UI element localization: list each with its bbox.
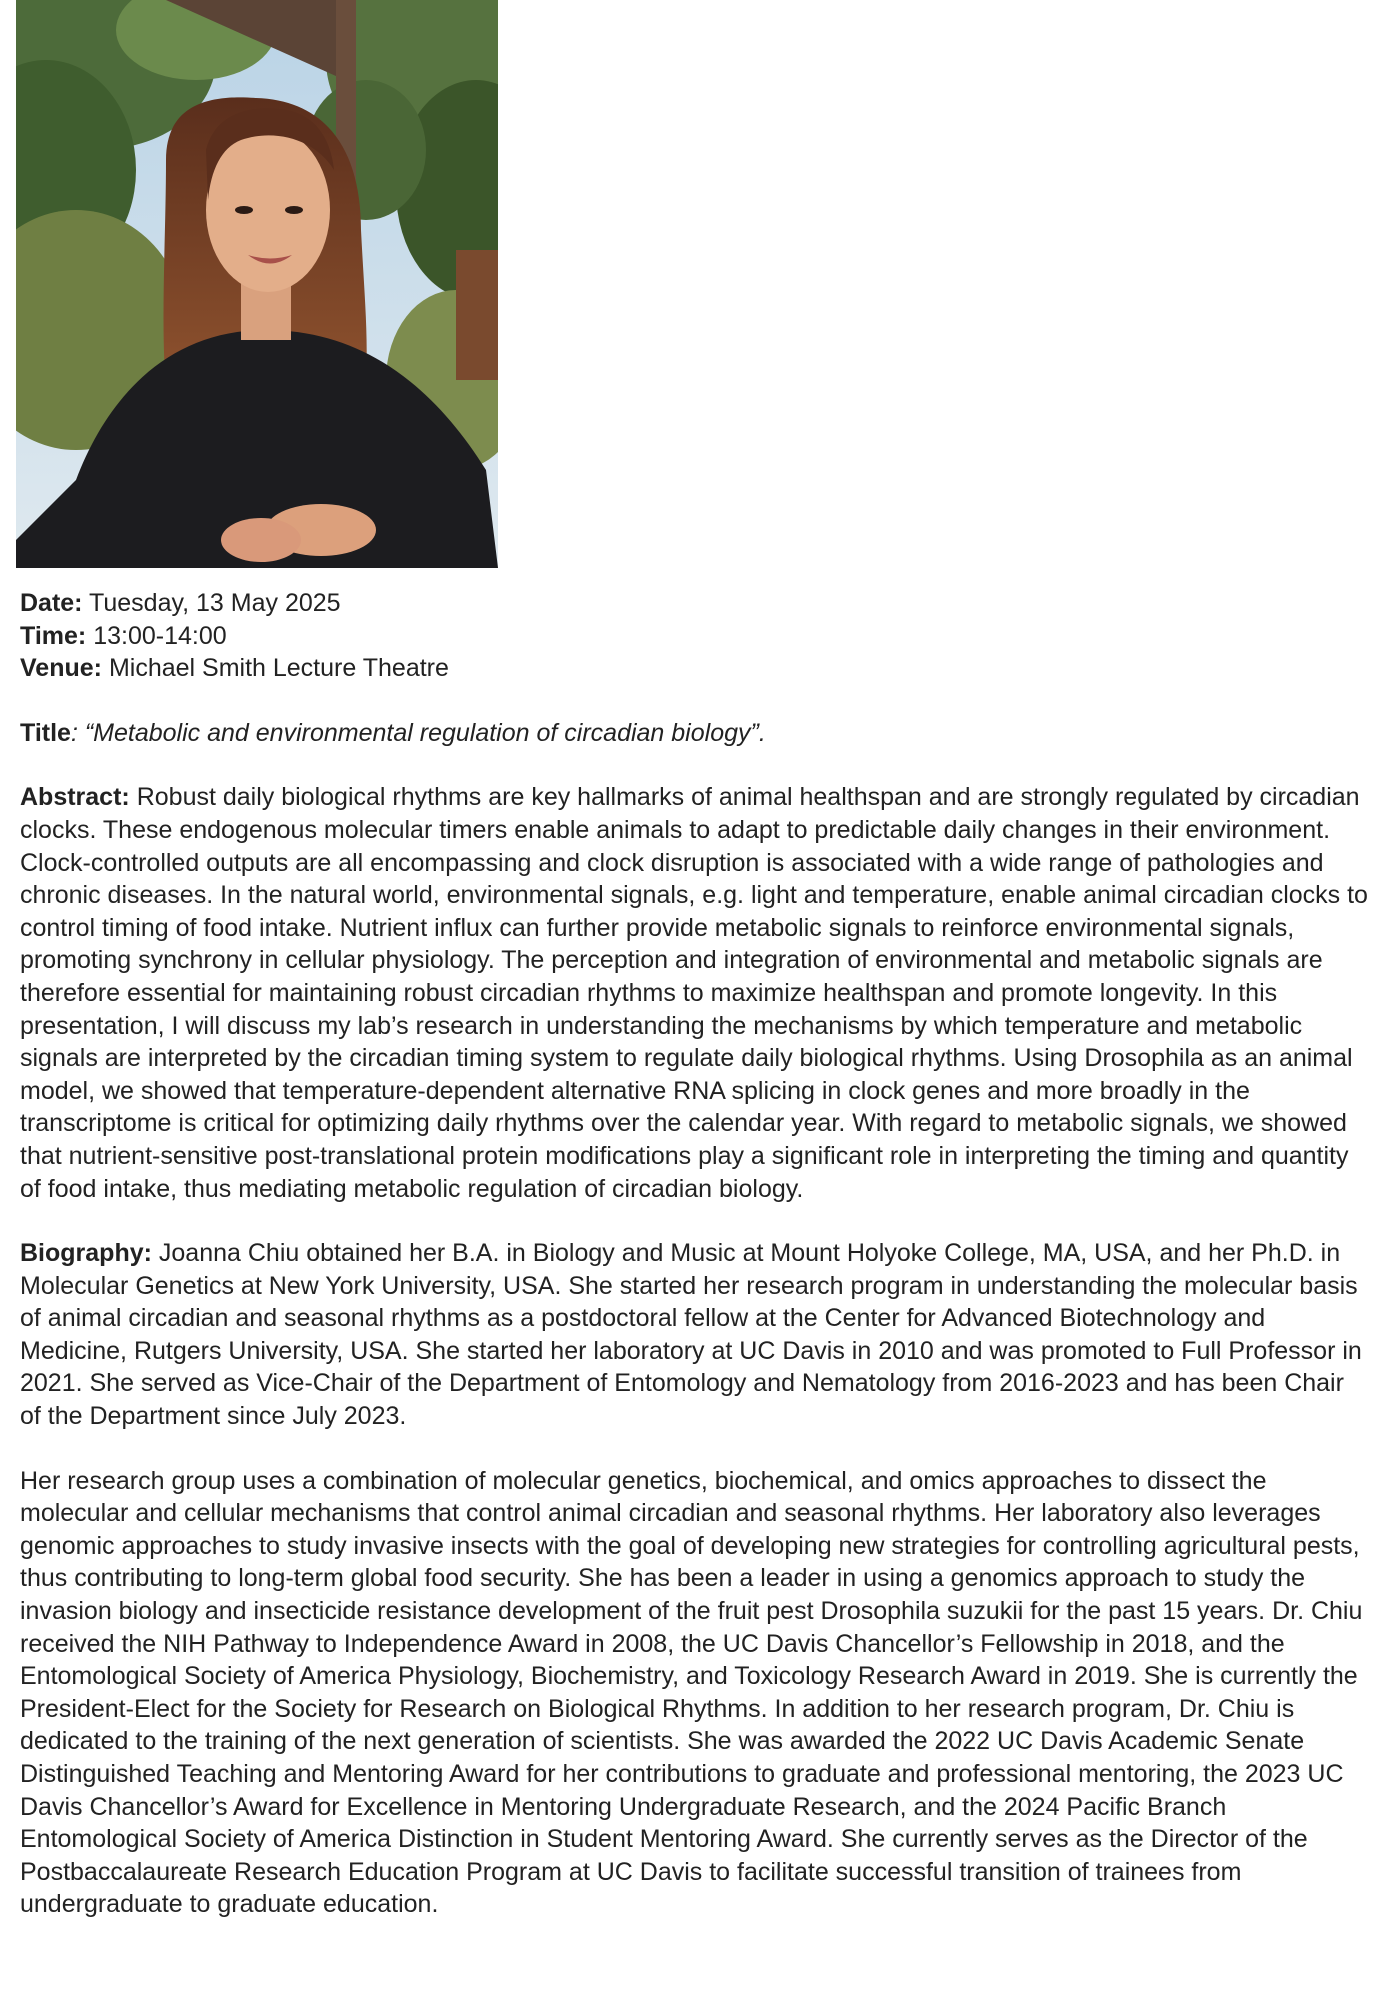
date-label: Date:: [20, 589, 83, 617]
title-value: : “Metabolic and environmental regulation of circadian biology”.: [70, 718, 766, 747]
time-line: [20, 620, 1368, 653]
abstract-paragraph: [20, 781, 1368, 1205]
venue-label: Venue:: [20, 654, 102, 683]
abstract-text: Robust daily biological rhythms are key hallmarks of animal healthspan and are strongly regulated by circadian clocks. These endogenous molecular timers enable animals to adapt to predictable daily changes in their environment. Clock-controlled outputs are all encompassing and clock disruption is associated with a wide range of pathologies and chronic diseases. In the natural world, environmental signals, e.g. light and temperature, enable animal circadian clocks to control timing of food intake. Nutrient influx can further provide metabolic signals to reinforce environmental signals, promoting synchrony in cellular physiology. The perception and integration of environmental and metabolic signals are therefore essential for maintaining robust circadian rhythms to maximize healthspan and promote longevity. In this presentation, I will discuss my lab’s research in understanding the mechanisms by which temperature and metabolic signals are interpreted by the circadian timing system to regulate daily biological rhythms. Using Drosophila as an animal model, we showed that temperature-dependent alternative RNA splicing in clock genes and more broadly in the transcriptome is critical for optimizing daily rhythms over the calendar year. With regard to metabolic signals, we showed that nutrient-sensitive post-translational protein modifications play a significant role in interpreting the timing and quantity of food intake, thus mediating metabolic regulation of circadian biology.: [20, 783, 1368, 1203]
talk-title: [20, 717, 1368, 750]
abstract-label: Abstract:: [20, 783, 130, 812]
date-line: [20, 587, 1368, 620]
speaker-photo: [16, 0, 498, 568]
venue-line: [20, 652, 1368, 685]
time-value: 13:00-14:00: [93, 621, 227, 650]
event-details: [20, 587, 1368, 1921]
biography-text: Joanna Chiu obtained her B.A. in Biology and Music at Mount Holyoke College, MA, USA, and her Ph.D. in Molecular Genetics at New York University, USA. She started her research program in understanding the molecular basis of animal circadian and seasonal rhythms as a postdoctoral fellow at the Center for Advanced Biotechnology and Medicine, Rutgers University, USA. She started her laboratory at UC Davis in 2010 and was promoted to Full Professor in 2021. She served as Vice-Chair of the Department of Entomology and Nematology from 2016-2023 and has been Chair of the Department since July 2023.: [20, 1239, 1362, 1431]
venue-value: Michael Smith Lecture Theatre: [108, 654, 449, 683]
title-label: Title: [20, 718, 71, 747]
biography-paragraph-2: Her research group uses a combination of molecular genetics, biochemical, and omics approaches to dissect the molecular and cellular mechanisms that control animal circadian and seasonal rhythms. Her laboratory also leverages genomic approaches to study invasive insects with the goal of developing new strategies for controlling agricultural pests, thus contributing to long-term global food security. She has been a leader in using a genomics approach to study the invasion biology and insecticide resistance development of the fruit pest Drosophila suzukii for the past 15 years. Dr. Chiu received the NIH Pathway to Independence Award in 2008, the UC Davis Chancellor’s Fellowship in 2018, and the Entomological Society of America Physiology, Biochemistry, and Toxicology Research Award in 2019. She is currently the President-Elect for the Society for Research on Biological Rhythms. In addition to her research program, Dr. Chiu is dedicated to the training of the next generation of scientists. She was awarded the 2022 UC Davis Academic Senate Distinguished Teaching and Mentoring Award for her contributions to graduate and professional mentoring, the 2023 UC Davis Chancellor’s Award for Excellence in Mentoring Undergraduate Research, and the 2024 Pacific Branch Entomological Society of America Distinction in Student Mentoring Award. She currently serves as the Director of the Postbaccalaureate Research Education Program at UC Davis to facilitate successful transition of trainees from undergraduate to graduate education.: [20, 1466, 1363, 1919]
time-label: Time:: [20, 621, 87, 650]
biography-paragraph: [20, 1237, 1368, 1433]
biography-label: Biography:: [20, 1239, 152, 1268]
date-value: Tuesday, 13 May 2025: [89, 589, 341, 617]
